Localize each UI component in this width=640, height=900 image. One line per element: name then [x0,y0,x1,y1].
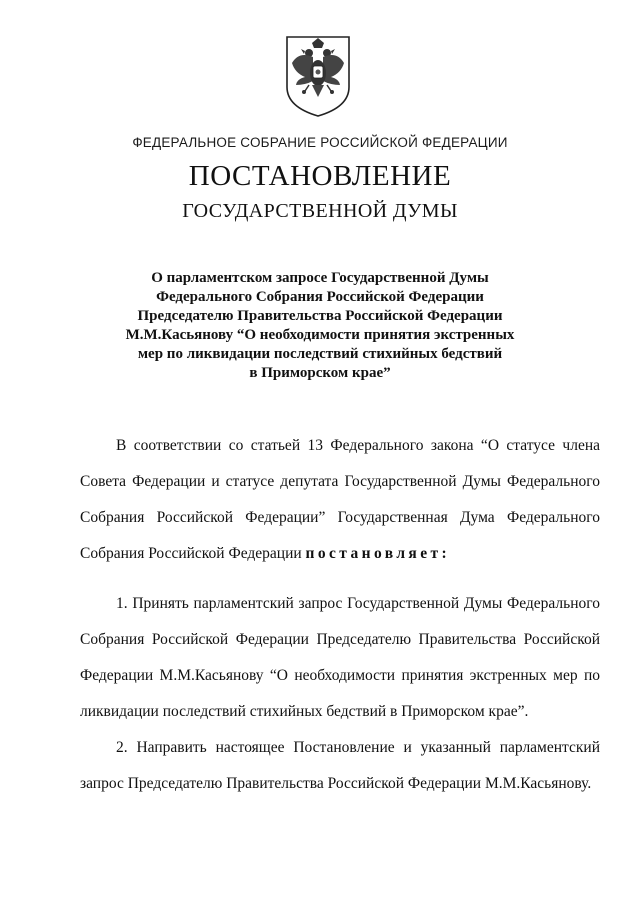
item-1-line: 1. Принять парламентский запрос Государственной Думы Федерального [116,595,600,612]
resolves-word: постановляет: [305,545,451,562]
item-1-line: ликвидации последствий стихийных бедствий в Приморском крае”. [80,703,529,720]
subject-line: М.М.Касьянову “О необходимости принятия экстренных [125,327,515,343]
subject-line: Председателю Правительства Российской Федерации [137,308,503,324]
item-1-line: Федерации М.М.Касьянову “О необходимости принятия экстренных мер по [80,667,600,684]
subject-line: Федерального Собрания Российской Федерации [156,289,484,305]
preamble-last-line [80,544,600,564]
document-body [80,0,600,900]
subject-line: О парламентском запросе Государственной Думы [151,270,489,286]
item-2-line: запрос Председателю Правительства Российской Федерации М.М.Касьянову. [80,775,592,792]
subject-line: мер по ликвидации последствий стихийных бедствий [137,346,503,362]
preamble-line: Собрания Российской Федерации” Государственная Дума Федерального [80,509,600,526]
preamble-line: Собрания Российской Федерации [80,545,302,562]
document-type: ПОСТАНОВЛЕНИЕ [188,160,452,192]
preamble-line: В соответствии со статьей 13 Федерального закона “О статусе члена [116,437,600,454]
subject-line: в Приморском крае” [249,365,391,381]
issuing-body: ГОСУДАРСТВЕННОЙ ДУМЫ [182,200,458,222]
item-2-line: 2. Направить настоящее Постановление и указанный парламентский [116,739,600,756]
organization-title: ФЕДЕРАЛЬНОЕ СОБРАНИЕ РОССИЙСКОЙ ФЕДЕРАЦИИ [132,135,508,150]
item-1-line: Собрания Российской Федерации Председателю Правительства Российской [80,631,600,648]
preamble-line: Совета Федерации и статусе депутата Государственной Думы Федерального [80,473,600,490]
